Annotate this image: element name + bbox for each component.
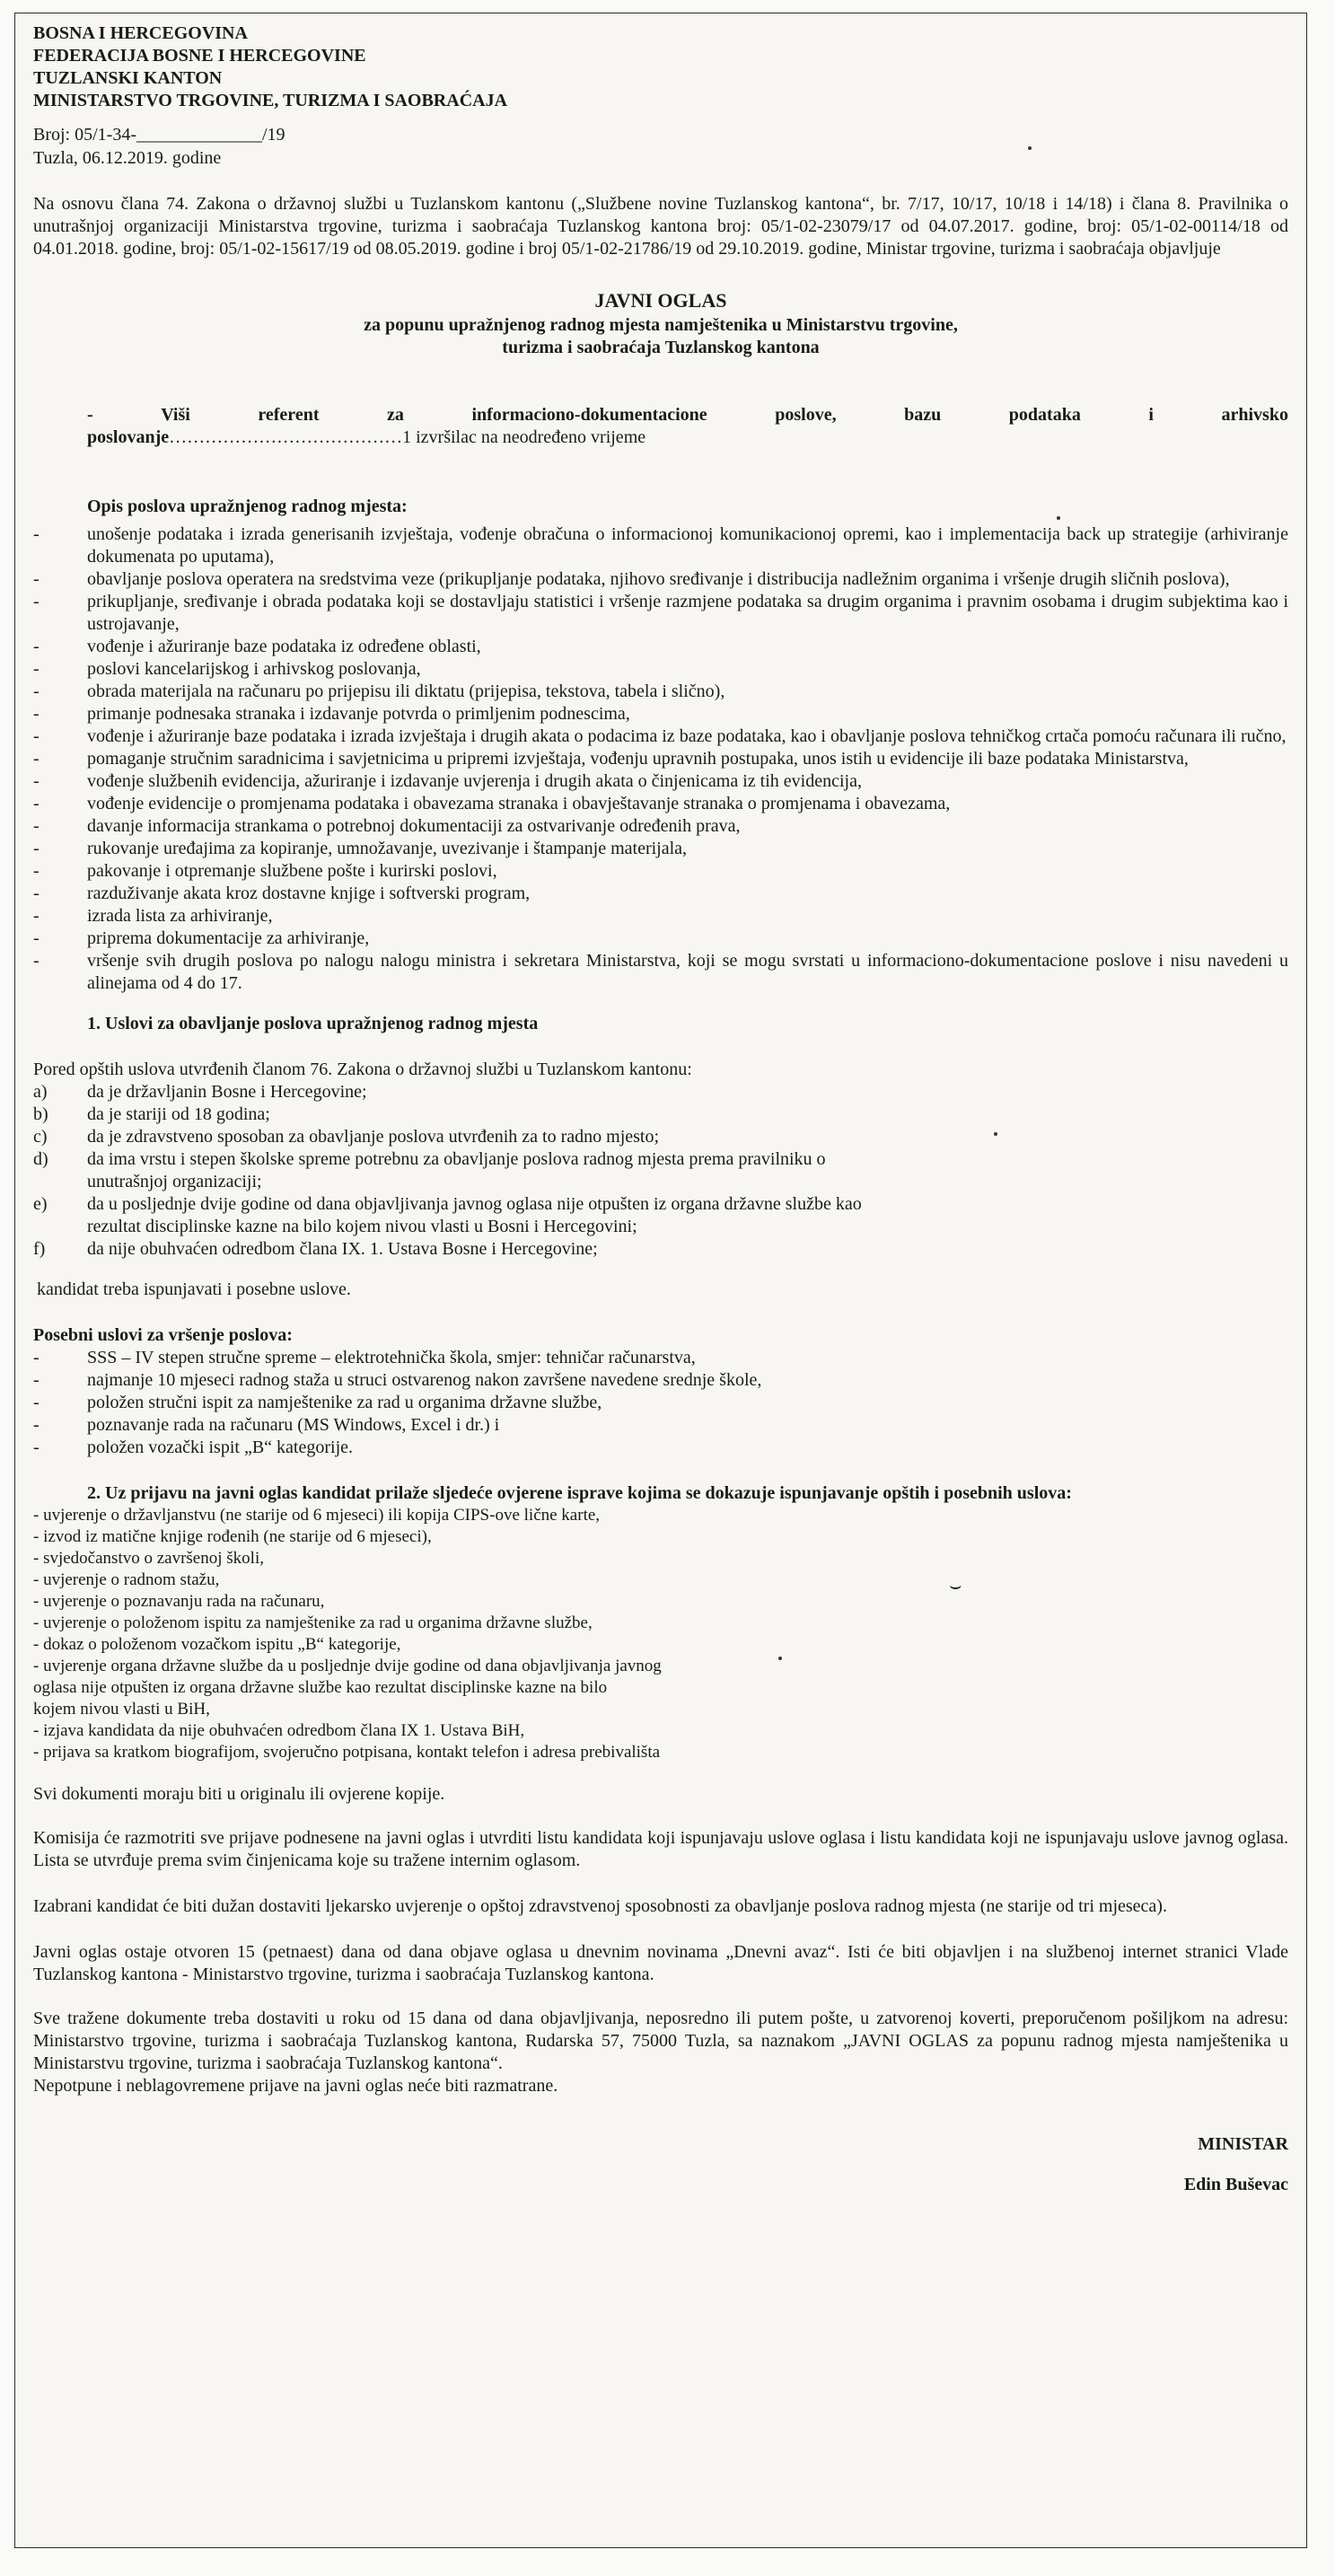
list-item: - uvjerenje o poznavanju rada na računaru, <box>33 1592 325 1611</box>
position-line-1 <box>87 404 1288 426</box>
position-word: Viši <box>161 405 190 425</box>
position-word: poslovanje <box>87 427 170 447</box>
item-letter: b) <box>33 1104 48 1124</box>
list-item: - obrada materijala na računaru po prijepisu ili diktatu (prijepisa, tekstova, tabela i slično), <box>33 681 1288 703</box>
list-item <box>33 1238 1288 1261</box>
position-title <box>33 404 1288 449</box>
duties-heading: Opis poslova upražnjenog radnog mjesta: <box>87 497 408 516</box>
item-text: da je zdravstveno sposoban za obavljanje poslova utvrđenih za to radno mjesto; <box>87 1127 660 1147</box>
paragraph-commission: Komisija će razmotriti sve prijave podnesene na javni oglas i utvrditi listu kandidata koji ispunjavaju uslove oglasa i listu kandidata koji ne ispunjavaju uslove javnog oglasa. Lista se utvrđuje prema svim činjenicama koje su tražene internim oglasom. <box>33 1828 1288 1870</box>
list-item: - rukovanje uređajima za kopiranje, umnožavanje, uvezivanje i štampanje materijala, <box>33 838 1288 860</box>
conditions-intro: Pored opštih uslova utvrđenih članom 76. Zakona o državnoj službi u Tuzlanskom kantonu: <box>33 1059 692 1079</box>
announcement-subtitle: turizma i saobraćaja Tuzlanskog kantona <box>502 338 820 357</box>
list-item: - položen stručni ispit za namještenike za rad u organima državne službe, <box>33 1392 1288 1414</box>
paragraph-incomplete: Nepotpune i neblagovremene prijave na javni oglas neće biti razmatrane. <box>33 2076 558 2096</box>
item-letter: a) <box>33 1082 48 1102</box>
list-item: - vođenje evidencije o promjenama podataka i obavezama stranaka i obavještavanje stranaka o promjenama i obavezama, <box>33 793 1288 815</box>
documents-heading: 2. Uz prijavu na javni oglas kandidat prilaže sljedeće ovjerene isprave kojima se dokazuje ispunjavanje opštih i posebnih uslova: <box>87 1483 1072 1503</box>
position-word: poslove, <box>775 405 837 425</box>
list-item: - izrada lista za arhiviranje, <box>33 905 1288 928</box>
position-word: informaciono-dokumentacione <box>471 405 707 425</box>
paragraph-originals: Svi dokumenti moraju biti u originalu ili ovjerene kopije. <box>33 1784 445 1804</box>
list-item: - prikupljanje, sređivanje i obrada podataka koji se dostavljaju statistici i vršenje razmjene podataka sa drugim organima i pravnim osobama i drugim subjektima kao i ustrojavanje, <box>33 591 1288 636</box>
list-item: - davanje informacija strankama o potrebnoj dokumentaciji za ostvarivanje određenih prava, <box>33 815 1288 838</box>
list-item: - poslovi kancelarijskog i arhivskog poslovanja, <box>33 658 1288 681</box>
special-conditions-list <box>33 1347 1288 1459</box>
list-item: - izjava kandidata da nije obuhvaćen odredbom člana IX 1. Ustava BiH, <box>33 1721 525 1740</box>
list-item: - uvjerenje o državljanstvu (ne starije od 6 mjeseci) ili kopija CIPS-ove lične karte, <box>33 1506 601 1525</box>
list-item: - položen vozački ispit „B“ kategorije. <box>33 1437 1288 1459</box>
header-line: FEDERACIJA BOSNE I HERCEGOVINE <box>33 46 366 66</box>
item-text: da je državljanin Bosne i Hercegovine; <box>87 1082 367 1102</box>
list-item: - obavljanje poslova operatera na sredstvima veze (prikupljanje podataka, njihovo sređivanje i distribucija nadležnim organima i vršenje drugih sličnih poslova), <box>33 568 1288 591</box>
position-word: i <box>1148 405 1154 425</box>
scan-speck <box>1028 146 1032 150</box>
list-item <box>33 1148 832 1193</box>
conditions-heading: 1. Uslovi za obavljanje poslova upražnjenog radnog mjesta <box>87 1014 539 1033</box>
list-item: - vođenje i ažuriranje baze podataka i izrada izvještaja i drugih akata o podacima iz baze podataka, kao i obavljanje poslova tehničkog crtača pomoću računara ili ručno, <box>33 725 1288 748</box>
list-item: - pomaganje stručnim saradnicima i savjetnicima u pripremi izvještaja, vođenju upravnih postupaka, unos istih u evidencije ili baze podataka Ministarstva, <box>33 748 1288 770</box>
document-page <box>14 13 1307 2548</box>
list-item: - dokaz o položenom vozačkom ispitu „B“ kategorije, <box>33 1635 401 1654</box>
item-text: da ima vrstu i stepen školske spreme potrebnu za obavljanje poslova radnog mjesta prema pravilniku o unutrašnjoj organizaciji; <box>87 1149 826 1191</box>
announcement-subtitle: za popunu upražnjenog radnog mjesta namještenika u Ministarstvu trgovine, <box>364 315 958 335</box>
list-item <box>33 1103 1288 1126</box>
position-count: …………………………………1 izvršilac na neodređeno vrijeme <box>169 427 646 447</box>
paragraph-medical: Izabrani kandidat će biti dužan dostaviti ljekarsko uvjerenje o opštoj zdravstvenoj sposobnosti za obavljanje poslova radnog mjesta (ne starije od tri mjeseca). <box>33 1896 1167 1916</box>
position-word: referent <box>258 405 320 425</box>
list-item: - SSS – IV stepen stručne spreme – elektrotehnička škola, smjer: tehničar računarstva, <box>33 1347 1288 1369</box>
list-item: - uvjerenje o položenom ispitu za namještenike za rad u organima državne službe, <box>33 1613 593 1632</box>
document-date: Tuzla, 06.12.2019. godine <box>33 148 222 168</box>
item-text: da u posljednje dvije godine od dana objavljivanja javnog oglasa nije otpušten iz organa državne službe kao rezultat disciplinske kazne na bilo kojem nivou vlasti u Bosni i Hercegovini; <box>87 1194 862 1236</box>
position-word: arhivsko <box>1221 405 1288 425</box>
item-text: da je stariji od 18 godina; <box>87 1104 270 1124</box>
position-line-2 <box>87 426 1288 449</box>
list-item: - vođenje službenih evidencija, ažuriranje i izdavanje uvjerenja i drugih akata o činjenicama iz tih evidencija, <box>33 770 1288 793</box>
list-item: - pakovanje i otpremanje službene pošte i kurirski poslovi, <box>33 860 1288 883</box>
paragraph-duration: Javni oglas ostaje otvoren 15 (petnaest) dana od dana objave oglasa u dnevnim novinama „Dnevni avaz“. Isti će biti objavljen i na službenoj internet stranici Vlade Tuzlanskog kantona - Ministarstvo trgovine, turizma i saobraćaja Tuzlanskog kantona. <box>33 1942 1288 1984</box>
scan-speck <box>994 1132 997 1136</box>
intro-paragraph: Na osnovu člana 74. Zakona o državnoj službi u Tuzlanskom kantonu („Službene novine Tuzlanskog kantona“, br. 7/17, 10/17, 10/18 i 14/18) i člana 8. Pravilnika o unutrašnjoj organizaciji Ministarstva trgovine, turizma i saobraćaja Tuzlanskog kantona broj: 05/1-02-23079/17 od 04.07.2017. godine, broj: 05/1-02-00114/18 od 04.01.2018. godine, broj: 05/1-02-15617/19 od 08.05.2019. godine i broj 05/1-02-21786/19 od 29.10.2019. godine, Ministar trgovine, turizma i saobraćaja objavljuje <box>33 194 1288 259</box>
item-letter: d) <box>33 1149 48 1169</box>
general-conditions-list <box>33 1081 1288 1261</box>
announcement-title-block <box>33 287 1288 359</box>
position-word: - <box>87 405 93 425</box>
special-conditions-heading: Posebni uslovi za vršenje poslova: <box>33 1325 293 1345</box>
item-text: da nije obuhvaćen odredbom člana IX. 1. Ustava Bosne i Hercegovine; <box>87 1239 598 1259</box>
list-item: - priprema dokumentacije za arhiviranje, <box>33 928 1288 950</box>
list-item: - izvod iz matične knjige rođenih (ne starije od 6 mjeseci), <box>33 1527 432 1546</box>
scan-mark: ⌣ <box>949 1574 962 1596</box>
list-item: - prijava sa kratkom biografijom, svojeručno potpisana, kontakt telefon i adresa prebivališta <box>33 1743 661 1762</box>
list-item: - svjedočanstvo o završenoj školi, <box>33 1549 264 1568</box>
documents-list <box>33 1505 1288 1763</box>
header-line: MINISTARSTVO TRGOVINE, TURIZMA I SAOBRAĆAJA <box>33 91 508 110</box>
list-item: - vođenje i ažuriranje baze podataka iz određene oblasti, <box>33 636 1288 658</box>
list-item <box>33 1193 877 1238</box>
scan-speck <box>1057 516 1060 520</box>
list-item: - primanje podnesaka stranaka i izdavanje potvrda o primljenim podnescima, <box>33 703 1288 725</box>
header-line: TUZLANSKI KANTON <box>33 68 223 88</box>
paragraph-submission: Sve tražene dokumente treba dostaviti u roku od 15 dana od dana objavljivanja, neposredno ili putem pošte, u zatvorenoj koverti, preporučenom pošiljkom na adresu: Ministarstvo trgovine, turizma i saobraćaja Tuzlanskog kantona, Rudarska 57, 75000 Tuzla, sa naznakom „JAVNI OGLAS za popunu radnog mjesta namještenika u Ministarstvu trgovine, turizma i saobraćaja Tuzlanskog kantona“. <box>33 2009 1288 2073</box>
document-meta <box>33 123 1288 170</box>
candidate-note: kandidat treba ispunjavati i posebne uslove. <box>37 1279 351 1299</box>
list-item: - vršenje svih drugih poslova po nalogu nalogu ministra i sekretara Ministarstva, koji se mogu svrstati u informaciono-dokumentacione poslove i nisu navedeni u alinejama od 4 do 17. <box>33 950 1288 995</box>
announcement-title: JAVNI OGLAS <box>594 289 727 312</box>
position-word: za <box>387 405 404 425</box>
position-word: podataka <box>1008 405 1081 425</box>
position-word: bazu <box>904 405 942 425</box>
document-header <box>33 22 1288 112</box>
list-item: - unošenje podataka i izrada generisanih izvještaja, vođenje obračuna o informacionoj komunikacionoj opremi, kao i implementacija back up strategije (arhiviranje dokumenata po uputama), <box>33 523 1288 568</box>
list-item <box>33 1126 1288 1148</box>
reference-number: Broj: 05/1-34-______________/19 <box>33 125 285 145</box>
duties-list <box>33 523 1288 995</box>
item-letter: e) <box>33 1194 48 1214</box>
list-item: - poznavanje rada na računaru (MS Windows, Excel i dr.) i <box>33 1414 1288 1437</box>
item-letter: c) <box>33 1127 48 1147</box>
item-letter: f) <box>33 1239 46 1259</box>
scan-speck <box>778 1657 782 1660</box>
list-item: - uvjerenje organa državne službe da u posljednje dvije godine od dana objavljivanja javnog oglasa nije otpušten iz organa državne službe kao rezultat disciplinske kazne na bilo kojem nivou vlasti u BiH, <box>33 1657 662 1719</box>
list-item: - najmanje 10 mjeseci radnog staža u struci ostvarenog nakon završene navedene srednje škole, <box>33 1369 1288 1392</box>
list-item <box>33 1081 1288 1103</box>
header-line: BOSNA I HERCEGOVINA <box>33 23 248 43</box>
signature-name: Edin Buševac <box>1183 2175 1288 2194</box>
list-item: - razduživanje akata kroz dostavne knjige i softverski program, <box>33 883 1288 905</box>
signature-title: MINISTAR <box>1198 2134 1288 2154</box>
list-item: - uvjerenje o radnom stažu, <box>33 1570 220 1589</box>
